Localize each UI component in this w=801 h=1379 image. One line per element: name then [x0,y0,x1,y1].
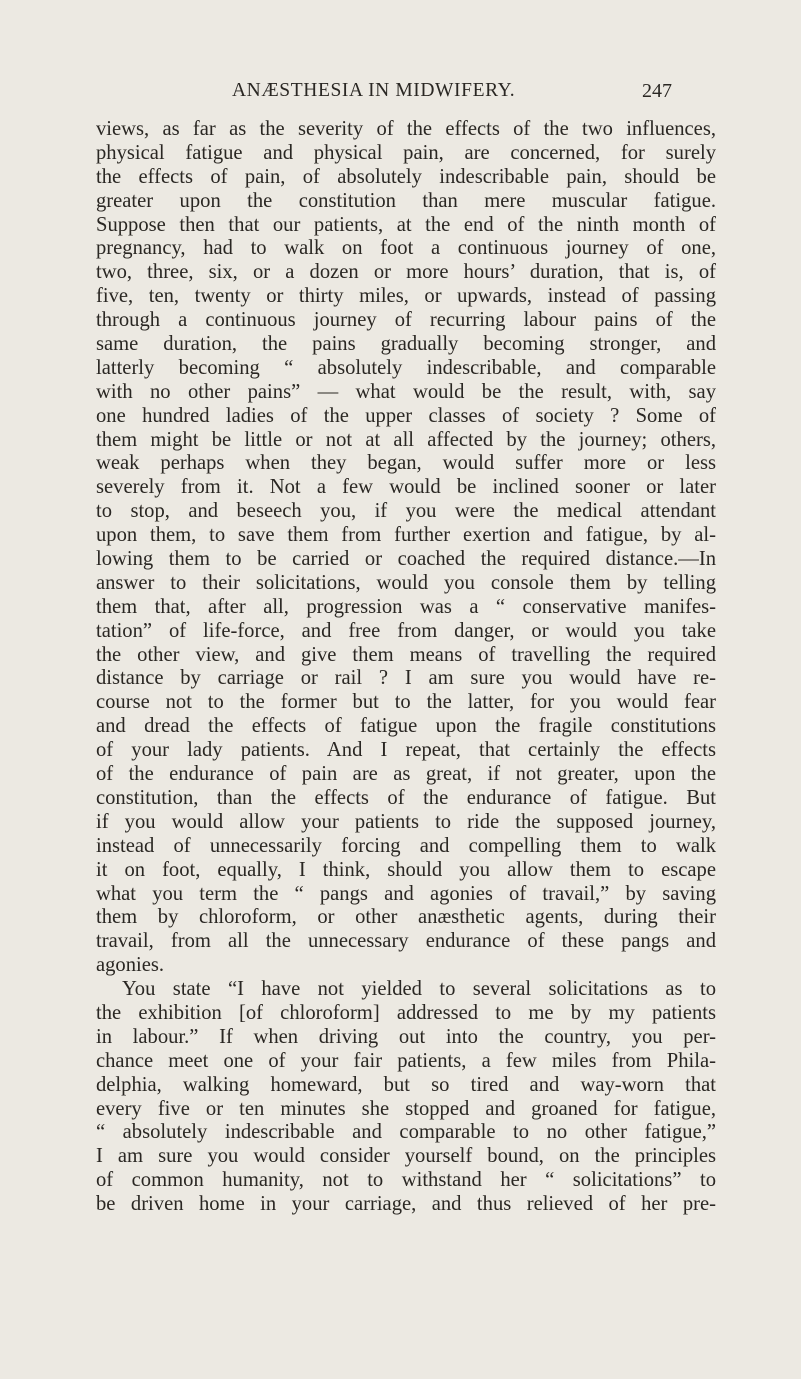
text-line: with no other pains” — what would be the result, with, say [96,380,716,403]
text-line: travail, from all the unnecessary endurance of these pangs and [96,930,716,953]
text-line: the other view, and give them means of travelling the required [96,643,716,666]
text-line: Suppose then that our patients, at the end of the ninth month of [96,213,716,236]
text-line: chance meet one of your fair patients, a few miles from Phila- [96,1049,716,1072]
text-line: the exhibition [of chloroform] addressed to me by my patients [96,1001,716,1024]
text-line: be driven home in your carriage, and thus relieved of her pre- [96,1193,716,1216]
text-line: them that, after all, progression was a “ conservative manifes- [96,595,716,618]
text-line: the effects of pain, of absolutely indescribable pain, should be [96,165,716,188]
text-line: what you term the “ pangs and agonies of travail,” by saving [96,882,716,905]
text-line: physical fatigue and physical pain, are concerned, for surely [96,141,716,164]
paragraph-start-line: You state “I have not yielded to several solicitations as to [122,978,716,1001]
text-line: lowing them to be carried or coached the required distance.—In [96,548,716,571]
text-line: same duration, the pains gradually becoming stronger, and [96,333,716,356]
text-line: constitution, than the effects of the endurance of fatigue. But [96,786,716,809]
text-line: them might be little or not at all affected by the journey; others, [96,428,716,451]
text-line: latterly becoming “ absolutely indescribable, and comparable [96,356,716,379]
text-line: tation” of life-force, and free from danger, or would you take [96,619,716,642]
text-line: answer to their solicitations, would you console them by telling [96,571,716,594]
running-head [0,80,801,110]
text-line: if you would allow your patients to ride the supposed journey, [96,810,716,833]
text-line: one hundred ladies of the upper classes of society ? Some of [96,404,716,427]
text-line: “ absolutely indescribable and comparable to no other fatigue,” [96,1121,716,1144]
text-line: upon them, to save them from further exertion and fatigue, by al- [96,524,716,547]
text-line: it on foot, equally, I think, should you allow them to escape [96,858,716,881]
text-line: of your lady patients. And I repeat, that certainly the effects [96,739,716,762]
text-line: through a continuous journey of recurring labour pains of the [96,309,716,332]
text-line: course not to the former but to the latter, for you would fear [96,691,716,714]
body-text [96,118,716,1217]
text-line: I am sure you would consider yourself bound, on the principles [96,1145,716,1168]
text-line: of common humanity, not to withstand her “ solicitations” to [96,1169,716,1192]
text-line: instead of unnecessarily forcing and compelling them to walk [96,834,716,857]
text-line: distance by carriage or rail ? I am sure you would have re- [96,667,716,690]
text-line: two, three, six, or a dozen or more hours’ duration, that is, of [96,261,716,284]
text-line: weak perhaps when they began, would suffer more or less [96,452,716,475]
page-number: 247 [642,80,672,102]
text-line: delphia, walking homeward, but so tired and way-worn that [96,1073,716,1096]
text-line: to stop, and beseech you, if you were the medical attendant [96,500,716,523]
text-line: pregnancy, had to walk on foot a continuous journey of one, [96,237,716,260]
text-line: and dread the effects of fatigue upon the fragile constitutions [96,715,716,738]
running-title: ANÆSTHESIA IN MIDWIFERY. [232,80,516,101]
text-line: severely from it. Not a few would be inclined sooner or later [96,476,716,499]
paragraph-end-line: agonies. [96,954,165,977]
text-line: every five or ten minutes she stopped and groaned for fatigue, [96,1097,716,1120]
text-line: in labour.” If when driving out into the country, you per- [96,1025,716,1048]
text-line: them by chloroform, or other anæsthetic agents, during their [96,906,716,929]
text-line: of the endurance of pain are as great, if not greater, upon the [96,763,716,786]
text-line: five, ten, twenty or thirty miles, or upwards, instead of passing [96,285,716,308]
text-line: views, as far as the severity of the effects of the two influences, [96,118,716,140]
text-line: greater upon the constitution than mere muscular fatigue. [96,189,716,212]
